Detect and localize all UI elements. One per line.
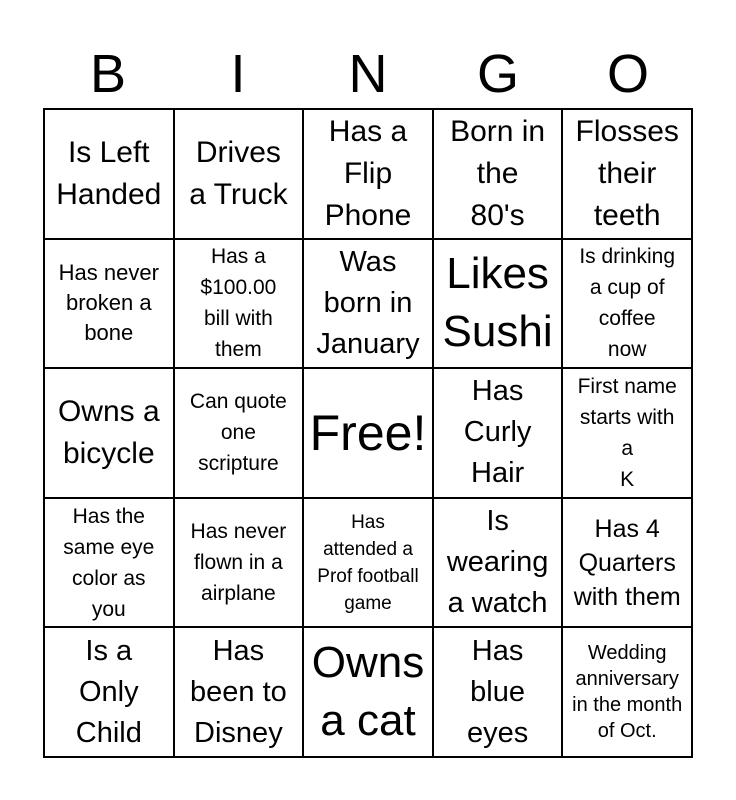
- bingo-cell[interactable]: Owns a cat: [303, 627, 433, 757]
- bingo-cell[interactable]: Owns a bicycle: [44, 368, 174, 498]
- header-letter-i: I: [230, 44, 246, 104]
- bingo-cell[interactable]: Has the same eye color as you: [44, 498, 174, 628]
- header-letter-g: G: [476, 44, 519, 104]
- bingo-cell[interactable]: Has a Flip Phone: [303, 109, 433, 239]
- bingo-cell[interactable]: Has attended a Prof football game: [303, 498, 433, 628]
- bingo-header: [43, 42, 693, 106]
- bingo-cell[interactable]: Has never broken a bone: [44, 239, 174, 369]
- bingo-cell[interactable]: Has blue eyes: [433, 627, 563, 757]
- bingo-cell[interactable]: Born in the 80's: [433, 109, 563, 239]
- header-letter-n: N: [348, 44, 388, 104]
- header-letter-b: B: [89, 44, 127, 104]
- bingo-cell[interactable]: First name starts with a K: [562, 368, 692, 498]
- bingo-cell[interactable]: Is drinking a cup of coffee now: [562, 239, 692, 369]
- bingo-cell[interactable]: Drives a Truck: [174, 109, 304, 239]
- bingo-cell[interactable]: Can quote one scripture: [174, 368, 304, 498]
- bingo-cell[interactable]: Was born in January: [303, 239, 433, 369]
- bingo-cell[interactable]: Likes Sushi: [433, 239, 563, 369]
- bingo-grid: [43, 108, 693, 758]
- free-space[interactable]: Free!: [303, 368, 433, 498]
- bingo-cell[interactable]: Has 4 Quarters with them: [562, 498, 692, 628]
- bingo-cell[interactable]: Is Left Handed: [44, 109, 174, 239]
- bingo-cell[interactable]: Has been to Disney: [174, 627, 304, 757]
- bingo-cell[interactable]: Wedding anniversary in the month of Oct.: [562, 627, 692, 757]
- bingo-cell[interactable]: Is a Only Child: [44, 627, 174, 757]
- bingo-cell[interactable]: Has never flown in a airplane: [174, 498, 304, 628]
- bingo-cell[interactable]: Has Curly Hair: [433, 368, 563, 498]
- bingo-cell[interactable]: Is wearing a watch: [433, 498, 563, 628]
- header-letter-o: O: [606, 44, 649, 104]
- bingo-cell[interactable]: Flosses their teeth: [562, 109, 692, 239]
- bingo-cell[interactable]: Has a $100.00 bill with them: [174, 239, 304, 369]
